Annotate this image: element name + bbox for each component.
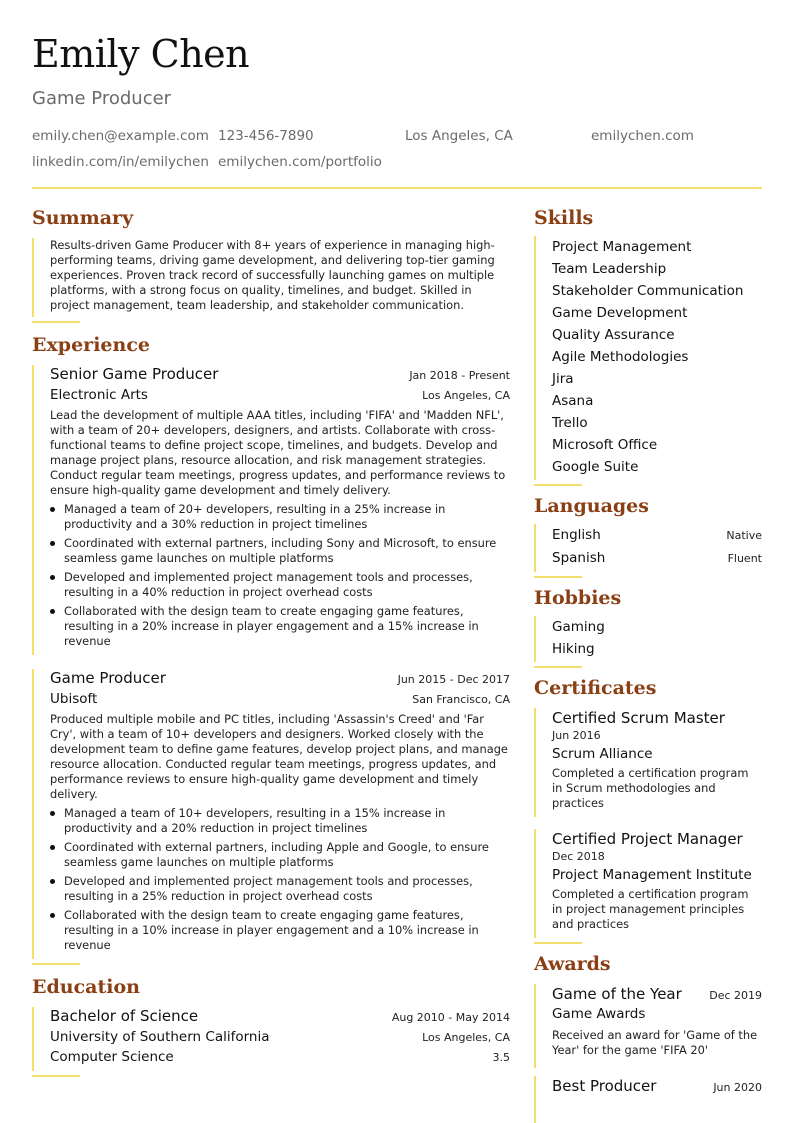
award-date: Dec 2019 (709, 989, 762, 1002)
language-level: Fluent (727, 552, 762, 565)
bullet-dot-icon (50, 507, 55, 512)
hobby-item: Hiking (552, 641, 595, 657)
hobbies-underline (534, 666, 582, 668)
job-entry (32, 669, 510, 959)
candidate-role: Game Producer (32, 88, 172, 109)
language-item (552, 547, 762, 570)
skill-item: Trello (552, 415, 588, 431)
contact-email[interactable]: emily.chen@example.com (32, 128, 209, 144)
award-title: Best Producer (552, 1077, 657, 1095)
certificate-title: Certified Project Manager (552, 830, 743, 848)
certificates-heading: Certificates (534, 677, 657, 699)
certificate-org: Project Management Institute (552, 867, 752, 883)
certificates-section (534, 676, 762, 944)
bullet-dot-icon (50, 575, 55, 580)
award-title: Game of the Year (552, 985, 682, 1003)
skill-item: Google Suite (552, 459, 639, 475)
education-field: Computer Science (50, 1049, 174, 1065)
skill-item: Team Leadership (552, 261, 667, 277)
achievement-item: Coordinated with external partners, including Sony and Microsoft, to ensure seamless game launches on multiple platforms (50, 536, 510, 566)
skill-item: Project Management (552, 239, 692, 255)
skills-section (534, 206, 762, 486)
achievement-item: Coordinated with external partners, including Apple and Google, to ensure seamless game launches on multiple platforms (50, 840, 510, 870)
skills-list (534, 236, 762, 480)
hobbies-heading: Hobbies (534, 587, 622, 609)
achievement-item: Managed a team of 10+ developers, resulting in a 15% increase in productivity and a 20% reduction in project timelines (50, 806, 510, 836)
bullet-dot-icon (50, 609, 55, 614)
experience-underline (32, 963, 80, 965)
skill-item: Microsoft Office (552, 437, 658, 453)
skills-underline (534, 484, 582, 486)
skill-item: Asana (552, 393, 594, 409)
summary-heading: Summary (32, 207, 134, 229)
job-dates: Jun 2015 - Dec 2017 (397, 673, 510, 686)
job-company: Electronic Arts (50, 387, 148, 403)
awards-heading: Awards (534, 953, 611, 975)
hobbies-section (534, 586, 762, 668)
award-date: Jun 2020 (713, 1081, 762, 1094)
summary-underline (32, 321, 80, 323)
certificate-title: Certified Scrum Master (552, 709, 725, 727)
job-entry (32, 365, 510, 655)
award-entry (534, 984, 762, 1068)
education-dates: Aug 2010 - May 2014 (391, 1011, 510, 1024)
skill-item: Game Development (552, 305, 688, 321)
summary-section (32, 206, 510, 323)
hobby-item: Gaming (552, 619, 605, 635)
language-level: Native (726, 529, 762, 542)
experience-heading: Experience (32, 334, 150, 356)
certificates-underline (534, 942, 582, 944)
main-column (32, 206, 510, 1077)
job-achievements (50, 806, 510, 953)
certificate-entry (534, 829, 762, 938)
bullet-dot-icon (50, 879, 55, 884)
certificate-entry (534, 708, 762, 817)
bullet-dot-icon (50, 811, 55, 816)
certificate-date: Dec 2018 (552, 850, 605, 863)
contact-location: Los Angeles, CA (405, 128, 513, 144)
certificate-desc: Completed a certification program in project management principles and practices (552, 887, 749, 931)
award-desc: Received an award for 'Game of the Year' for the game 'FIFA 20' (552, 1028, 758, 1057)
job-company: Ubisoft (50, 691, 98, 707)
education-location: Los Angeles, CA (422, 1031, 510, 1044)
awards-section (534, 952, 762, 1123)
contact-portfolio[interactable]: emilychen.com/portfolio (218, 154, 382, 170)
contact-phone: 123-456-7890 (218, 128, 314, 144)
achievement-item: Collaborated with the design team to create engaging game features, resulting in a 10% increase in player engagement and a 10% increase in revenue (50, 908, 510, 953)
bullet-dot-icon (50, 913, 55, 918)
job-achievements (50, 502, 510, 649)
job-description: Lead the development of multiple AAA titles, including 'FIFA' and 'Madden NFL', with a team of 20+ developers, designers, and artists. Collaborate with cross-functional teams to define project scope, timelines, and budgets. Develop and manage project plans, resource allocation, and risk management strategies. Conduct regular team meetings, progress updates, and performance reviews to ensure high-quality game development and timely delivery. (50, 408, 506, 497)
language-name: English (552, 527, 601, 543)
experience-section (32, 333, 510, 965)
education-heading: Education (32, 976, 140, 998)
achievement-item: Developed and implemented project management tools and processes, resulting in a 25% reduction in project overhead costs (50, 874, 510, 904)
bullet-dot-icon (50, 541, 55, 546)
certificate-org: Scrum Alliance (552, 746, 653, 762)
bullet-dot-icon (50, 845, 55, 850)
certificate-desc: Completed a certification program in Scrum methodologies and practices (552, 766, 749, 810)
job-title: Senior Game Producer (50, 365, 219, 383)
achievement-item: Developed and implemented project management tools and processes, resulting in a 40% reduction in project overhead costs (50, 570, 510, 600)
summary-text: Results-driven Game Producer with 8+ years of experience in managing high-performing teams, driving game development, and delivering top-tier gaming experiences. Proven track record of successfully launching games on multiple platforms, with a strong focus on quality, timelines, and budget. Skilled in project management, team leadership, and stakeholder communication. (50, 238, 495, 312)
language-name: Spanish (552, 550, 606, 566)
job-description: Produced multiple mobile and PC titles, including 'Assassin's Creed' and 'Far Cry', with a team of 10+ developers and designers. Worked closely with the development team to define game features, develop project plans, and manage resource allocation. Conducted regular team meetings, progress updates, and performance reviews to ensure high-quality game development and timely delivery. (50, 712, 508, 801)
contact-linkedin[interactable]: linkedin.com/in/emilychen (32, 154, 209, 170)
skill-item: Stakeholder Communication (552, 283, 744, 299)
education-underline (32, 1075, 80, 1077)
skill-item: Agile Methodologies (552, 349, 689, 365)
candidate-name: Emily Chen (32, 32, 250, 76)
education-gpa: 3.5 (492, 1051, 510, 1064)
languages-heading: Languages (534, 495, 649, 517)
job-title: Game Producer (50, 669, 166, 687)
summary-block (32, 238, 510, 317)
award-org: Game Awards (552, 1006, 646, 1022)
contact-website[interactable]: emilychen.com (591, 128, 694, 144)
header-divider (32, 187, 762, 189)
languages-list (534, 524, 762, 572)
education-section (32, 975, 510, 1077)
job-location: Los Angeles, CA (422, 389, 510, 402)
education-degree: Bachelor of Science (50, 1007, 199, 1025)
language-item (552, 524, 762, 547)
languages-section (534, 494, 762, 578)
languages-underline (534, 576, 582, 578)
job-dates: Jan 2018 - Present (409, 369, 510, 382)
achievement-item: Managed a team of 20+ developers, resulting in a 25% increase in productivity and a 30% reduction in project timelines (50, 502, 510, 532)
skill-item: Quality Assurance (552, 327, 675, 343)
award-entry (534, 1076, 762, 1123)
job-location: San Francisco, CA (412, 693, 510, 706)
education-entry (32, 1007, 510, 1071)
sidebar-column (534, 206, 762, 1123)
hobbies-list (534, 616, 762, 662)
achievement-item: Collaborated with the design team to create engaging game features, resulting in a 20% increase in player engagement and a 15% increase in revenue (50, 604, 510, 649)
skill-item: Jira (552, 371, 574, 387)
skills-heading: Skills (534, 207, 594, 229)
education-school: University of Southern California (50, 1029, 270, 1045)
certificate-date: Jun 2016 (552, 729, 601, 742)
